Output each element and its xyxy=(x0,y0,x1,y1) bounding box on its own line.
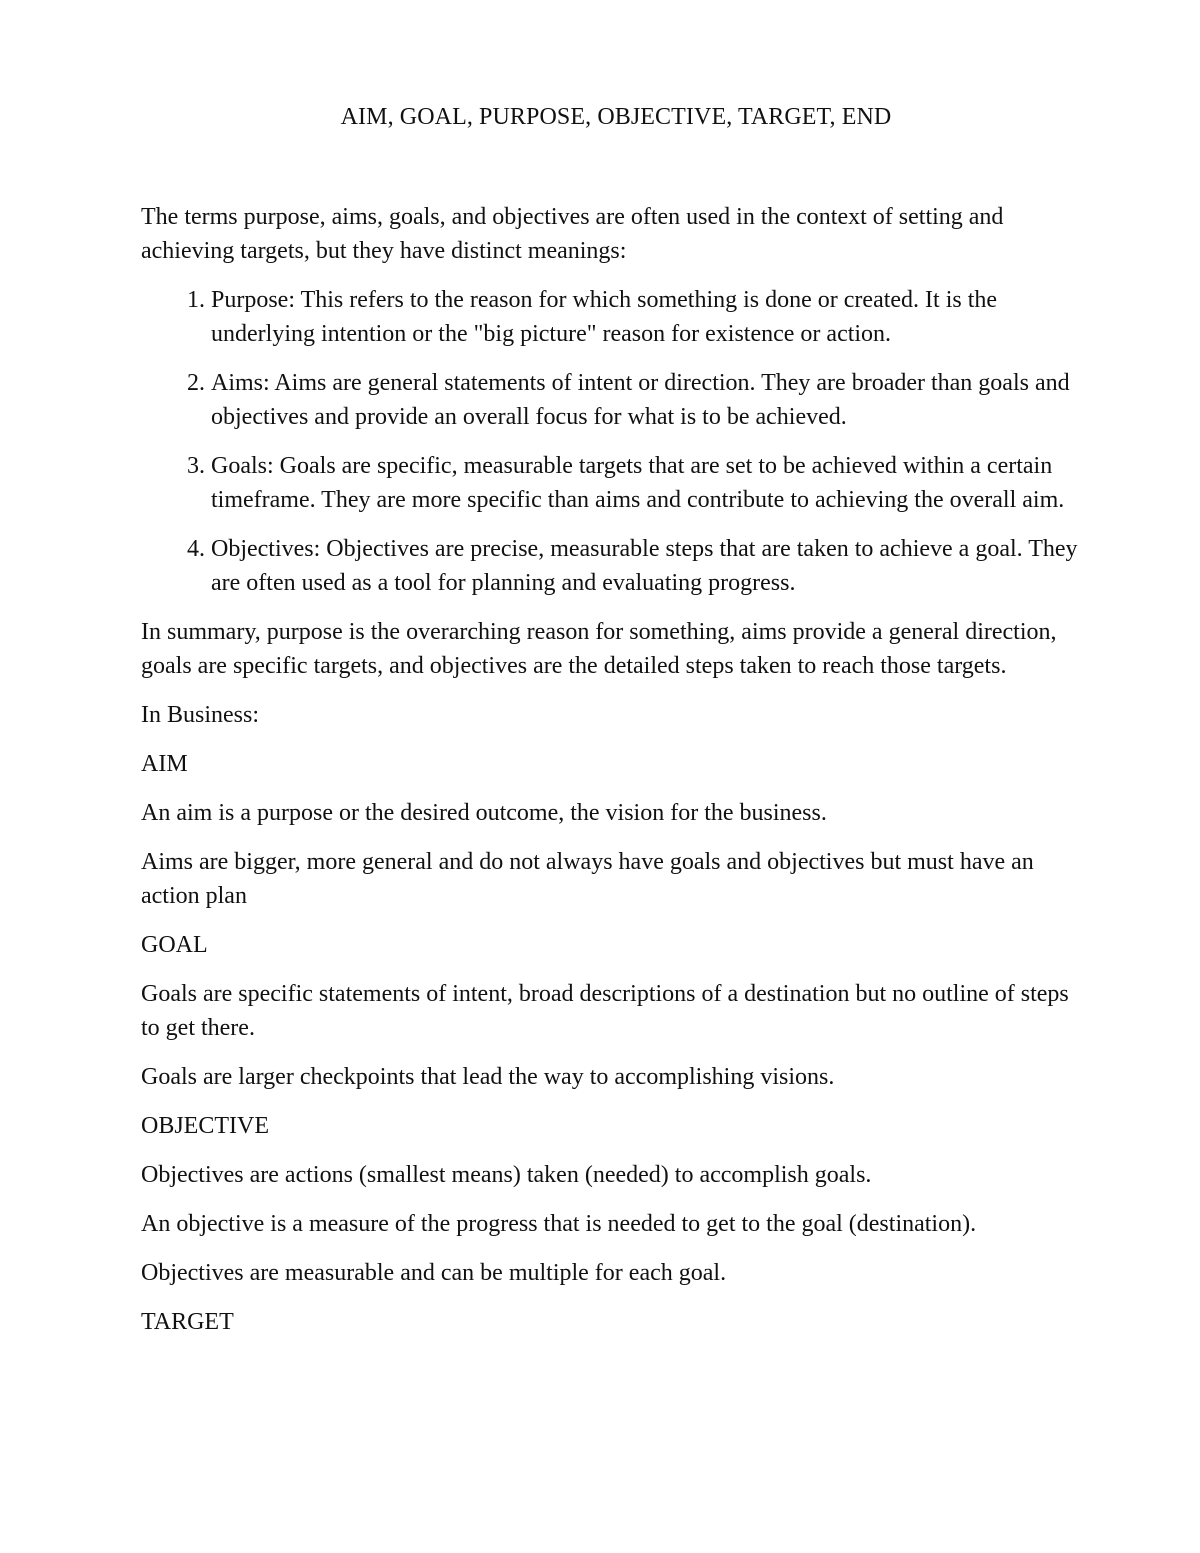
goal-paragraph-1: Goals are specific statements of intent, broad descriptions of a destination but no outline of steps to get there. xyxy=(141,981,1069,1041)
aim-paragraph-2: Aims are bigger, more general and do not always have goals and objectives but must have an action plan xyxy=(141,849,1034,909)
goal-paragraph-2: Goals are larger checkpoints that lead the way to accomplishing visions. xyxy=(141,1064,835,1090)
aim-paragraph-1: An aim is a purpose or the desired outcome, the vision for the business. xyxy=(141,800,827,826)
target-heading: TARGET xyxy=(141,1309,234,1335)
list-item-goals: 3. Goals: Goals are specific, measurable targets that are set to be achieved within a certain timeframe. They are more specific than aims and contribute to achieving the overall aim. xyxy=(211,449,1091,517)
list-item-objectives: 4. Objectives: Objectives are precise, measurable steps that are taken to achieve a goal. They are often used as a tool for planning and evaluating progress. xyxy=(211,532,1091,600)
document-body xyxy=(141,100,1091,1354)
objective-heading: OBJECTIVE xyxy=(141,1113,269,1139)
objective-paragraph-2: An objective is a measure of the progress that is needed to get to the goal (destination). xyxy=(141,1211,977,1237)
goal-heading: GOAL xyxy=(141,932,208,958)
list-item-aims: 2. Aims: Aims are general statements of intent or direction. They are broader than goals and objectives and provide an overall focus for what is to be achieved. xyxy=(211,366,1091,434)
aim-heading: AIM xyxy=(141,751,188,777)
summary-paragraph: In summary, purpose is the overarching reason for something, aims provide a general direction, goals are specific targets, and objectives are the detailed steps taken to reach those targets. xyxy=(141,619,1057,679)
definitions-list xyxy=(141,283,1091,600)
intro-paragraph: The terms purpose, aims, goals, and objectives are often used in the context of setting and achieving targets, but they have distinct meanings: xyxy=(141,204,1004,264)
objective-paragraph-1: Objectives are actions (smallest means) taken (needed) to accomplish goals. xyxy=(141,1162,872,1188)
objective-paragraph-3: Objectives are measurable and can be multiple for each goal. xyxy=(141,1260,727,1286)
list-item-purpose: 1. Purpose: This refers to the reason for which something is done or created. It is the underlying intention or the "big picture" reason for existence or action. xyxy=(211,283,1091,351)
in-business-label: In Business: xyxy=(141,702,260,728)
document-title: AIM, GOAL, PURPOSE, OBJECTIVE, TARGET, END xyxy=(340,104,892,130)
